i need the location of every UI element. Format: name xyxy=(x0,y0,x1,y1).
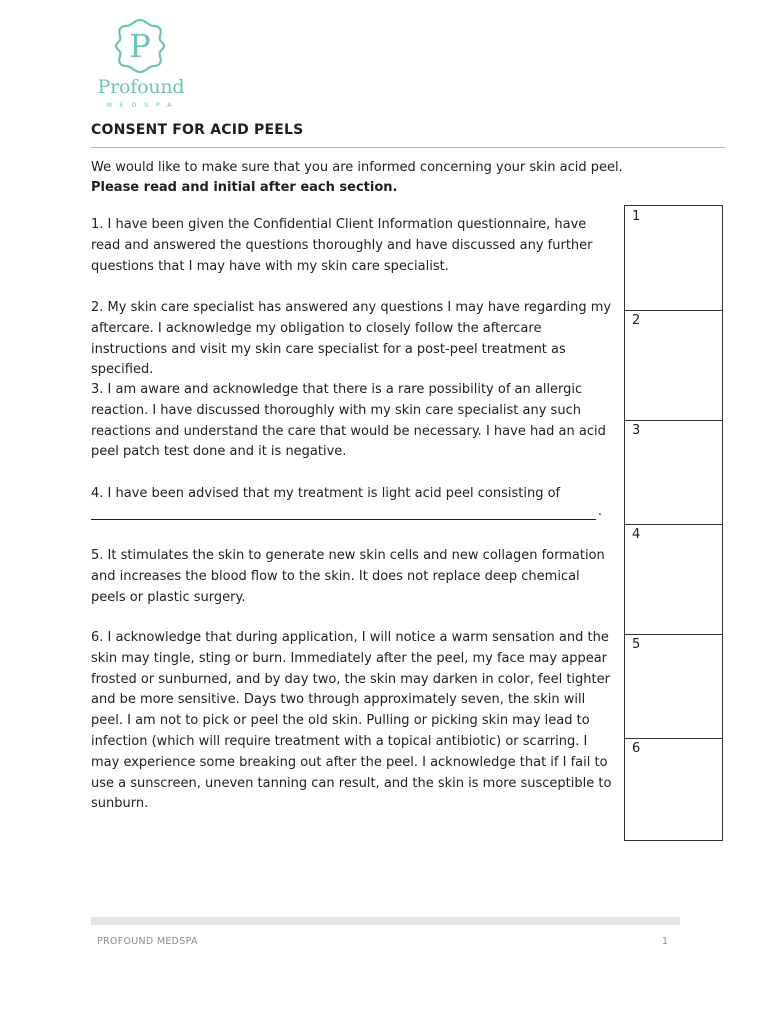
consent-section-1: 1. I have been given the Confidential Client Information questionnaire, have read and answered the questions thoroughly and have discussed any further questions that I may have with my skin care specialist. xyxy=(91,217,593,274)
box-divider xyxy=(625,310,722,311)
initial-box-2-label[interactable]: 2 xyxy=(632,313,641,328)
logo-name: Profound xyxy=(97,76,185,98)
consent-section-4 xyxy=(91,484,616,520)
document-title: CONSENT FOR ACID PEELS xyxy=(91,122,304,138)
profound-medspa-logo xyxy=(96,16,186,108)
consent-section-5: 5. It stimulates the skin to generate new skin cells and new collagen formation and increases the blood flow to the skin. It does not replace deep chemical peels or plastic surgery. xyxy=(91,548,605,605)
consent-section-2: 2. My skin care specialist has answered any questions I may have regarding my aftercare. I acknowledge my obligation to closely follow the aftercare instructions and visit my skin care specialist for a post-peel treatment as specified. xyxy=(91,300,612,378)
box-divider xyxy=(625,420,722,421)
initial-box-1-label[interactable]: 1 xyxy=(632,209,641,224)
consent-section-3: 3. I am aware and acknowledge that there is a rare possibility of an allergic reaction. I have discussed thoroughly with my skin care specialist any such reactions and understand the care that would be necessary. I have had an acid peel patch test done and it is negative. xyxy=(91,382,606,460)
intro-text xyxy=(91,158,623,198)
intro-instruction: Please read and initial after each section. xyxy=(91,180,398,195)
box-divider xyxy=(625,738,722,739)
logo-emblem-icon xyxy=(110,16,170,76)
intro-line: We would like to make sure that you are informed concerning your skin acid peel. xyxy=(91,160,623,175)
consent-section-6: 6. I acknowledge that during application, I will notice a warm sensation and the skin may tingle, sting or burn. Immediately after the peel, my face may appear frosted or sunburned, and by day two, the skin may darken in color, feel tighter and be more sensitive. Days two through approximately seven, the skin will peel. I am not to pick or peel the old skin. Pulling or picking skin may lead to infection (which will require treatment with a topical antibiotic) or scarring. I may experience some breaking out after the peel. I acknowledge that if I fail to use a sunscreen, uneven tanning can result, and the skin is more susceptible to sunburn. xyxy=(91,630,612,812)
initial-box-5-label[interactable]: 5 xyxy=(632,637,641,652)
box-divider xyxy=(625,634,722,635)
initial-box-6-label[interactable]: 6 xyxy=(632,741,641,756)
footer-company: PROFOUND MEDSPA xyxy=(97,936,198,947)
initial-box-3-label[interactable]: 3 xyxy=(632,423,641,438)
initial-box-4-label[interactable]: 4 xyxy=(632,527,641,542)
box-divider xyxy=(625,524,722,525)
page-number: 1 xyxy=(662,936,669,947)
section-4-end: . xyxy=(597,504,602,519)
footer-bar xyxy=(91,917,680,925)
peel-ingredients-blank[interactable] xyxy=(91,504,602,520)
initials-column xyxy=(624,205,723,841)
logo-subtitle: MEDSPA xyxy=(106,102,180,109)
title-divider xyxy=(91,147,725,148)
consent-section-4-text: 4. I have been advised that my treatment is light acid peel consisting of xyxy=(91,486,561,501)
logo-letter: P xyxy=(129,27,151,65)
